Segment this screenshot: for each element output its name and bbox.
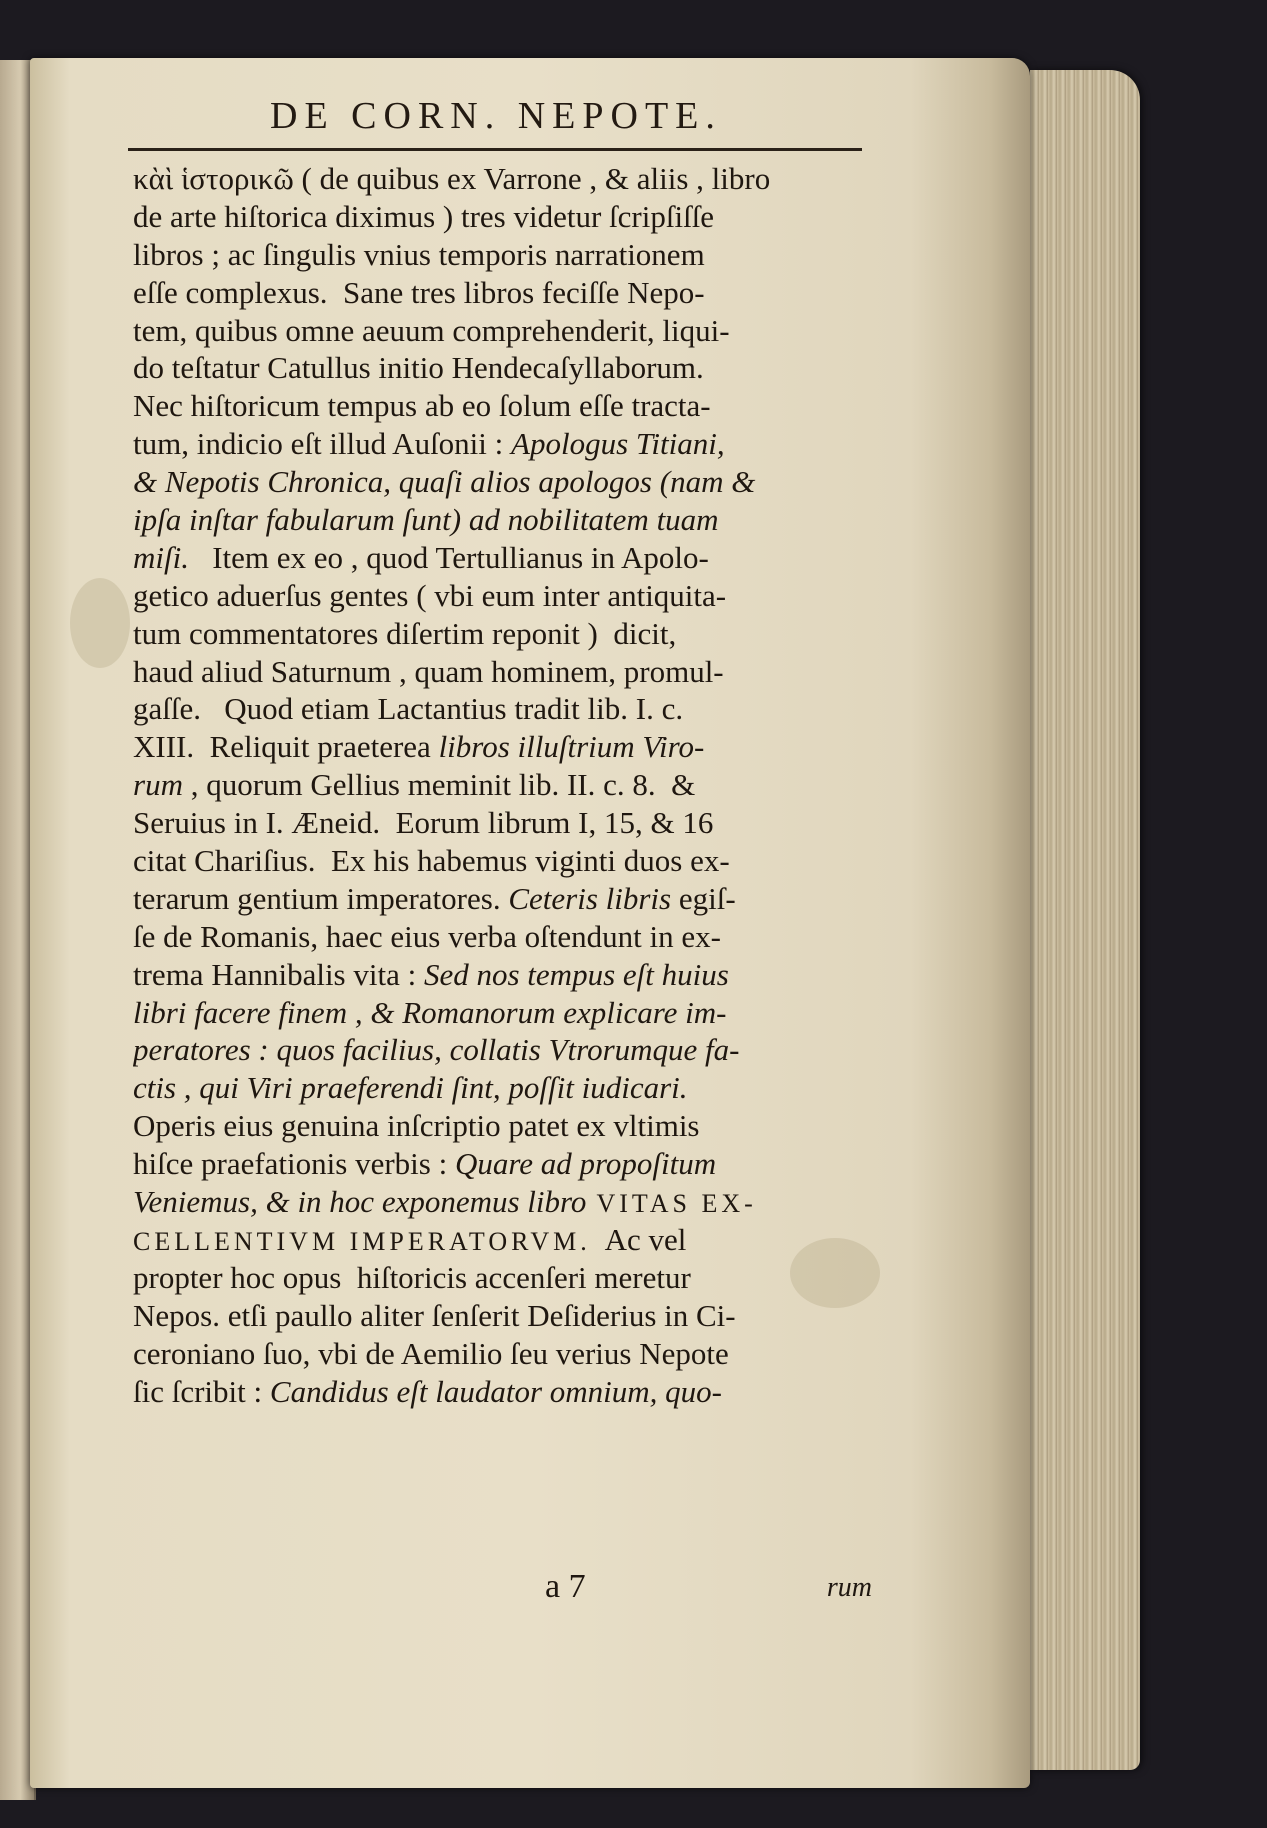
text-line	[133, 501, 878, 539]
text-line	[133, 236, 878, 274]
text-segment: libri facere finem , & Romanorum explicare im-	[133, 994, 727, 1030]
text-line	[133, 615, 878, 653]
text-segment: citat Chariſius. Ex his habemus viginti duos ex-	[133, 843, 730, 879]
text-line	[133, 1183, 878, 1221]
text-segment: miſi.	[133, 539, 189, 575]
text-segment: , quorum Gellius meminit lib. II. c. 8. &	[182, 767, 696, 803]
text-line	[133, 653, 878, 691]
text-segment: VITAS EX-	[586, 1189, 757, 1219]
text-line	[133, 690, 878, 728]
text-segment: ceroniano ſuo, vbi de Aemilio ſeu verius Nepote	[133, 1335, 729, 1371]
text-segment: Seruius in I. Æneid. Eorum librum I, 15, & 16	[133, 805, 714, 841]
text-segment: eſſe complexus. Sane tres libros feciſſe Nepo-	[133, 274, 705, 310]
text-segment: CELLENTIVM IMPERATORVM.	[133, 1226, 591, 1256]
running-head: DE CORN. NEPOTE.	[270, 95, 722, 137]
text-segment: ipſa inſtar fabularum ſunt) ad nobilitatem tuam	[133, 502, 719, 538]
text-line	[133, 1221, 878, 1259]
text-line	[133, 994, 878, 1032]
text-segment: tum commentatores diſertim reponit ) dicit,	[133, 615, 677, 651]
text-line	[133, 312, 878, 350]
text-segment: trema Hannibalis vita :	[133, 956, 424, 992]
text-segment: Apologus Titiani,	[511, 426, 725, 462]
paper-stain	[70, 578, 130, 668]
text-segment: Item ex eo , quod Tertullianus in Apolo-	[188, 539, 709, 575]
text-segment: tem, quibus omne aeuum comprehenderit, liqui-	[133, 312, 730, 348]
catchword: rum	[826, 1572, 872, 1603]
text-segment: ſe de Romanis, haec eius verba oſtendunt in ex-	[133, 918, 721, 954]
text-segment: Veniemus, & in hoc exponemus libro	[133, 1184, 587, 1220]
text-segment: haud aliud Saturnum , quam hominem, promul-	[133, 653, 724, 689]
text-line	[133, 1069, 878, 1107]
text-segment: XIII. Reliquit praeterea	[133, 729, 439, 765]
text-line	[133, 1373, 878, 1411]
text-segment: rum	[133, 767, 183, 803]
text-line	[133, 539, 878, 577]
text-segment: Nepos. etſi paullo aliter ſenſerit Deſiderius in Ci-	[133, 1297, 736, 1333]
text-line	[133, 1259, 878, 1297]
text-segment: propter hoc opus hiſtoricis accenſeri meretur	[133, 1259, 691, 1295]
text-line	[133, 425, 878, 463]
text-segment: hiſce praefationis verbis :	[133, 1146, 455, 1182]
text-line	[133, 766, 878, 804]
text-line	[133, 160, 878, 198]
text-segment: do teſtatur Catullus initio Hendecaſyllaborum.	[133, 350, 704, 386]
text-line	[133, 349, 878, 387]
text-segment: κὰὶ ἱστορικῶ ( de quibus ex Varrone , & aliis , libro	[133, 161, 771, 196]
text-segment: Ceteris libris	[508, 880, 672, 916]
text-line	[133, 842, 878, 880]
signature-mark: a 7	[545, 1568, 586, 1605]
text-line	[133, 577, 878, 615]
text-segment: libros illuſtrium Viro-	[438, 729, 705, 765]
text-line	[133, 804, 878, 842]
text-segment: Candidus eſt laudator omnium, quo-	[269, 1373, 722, 1409]
text-segment: Nec hiſtoricum tempus ab eo ſolum eſſe tracta-	[133, 388, 711, 424]
text-segment: terarum gentium imperatores.	[133, 880, 509, 916]
text-segment: gaſſe. Quod etiam Lactantius tradit lib. I. c.	[133, 691, 684, 727]
text-segment: Operis eius genuina inſcriptio patet ex vltimis	[133, 1108, 700, 1144]
text-segment: peratores : quos facilius, collatis Vtrorumque fa-	[133, 1032, 740, 1068]
text-segment: de arte hiſtorica diximus ) tres videtur ſcripſiſſe	[133, 198, 715, 234]
text-line	[133, 956, 878, 994]
text-line	[133, 198, 878, 236]
text-line	[133, 1145, 878, 1183]
header-rule	[128, 148, 862, 151]
text-segment: tum, indicio eſt illud Auſonii :	[133, 426, 512, 462]
text-line	[133, 463, 878, 501]
text-segment: Quare ad propoſitum	[454, 1146, 717, 1182]
body-text	[133, 160, 878, 1410]
text-line	[133, 1335, 878, 1373]
text-segment: libros ; ac ſingulis vnius temporis narrationem	[133, 236, 705, 272]
text-segment: & Nepotis Chronica, quaſi alios apologos (nam &	[133, 464, 756, 500]
text-segment: Sed nos tempus eſt huius	[423, 956, 729, 992]
text-line	[133, 387, 878, 425]
page-fore-edges	[1030, 70, 1140, 1770]
text-segment: ſic ſcribit :	[133, 1373, 270, 1409]
text-segment: getico aduerſus gentes ( vbi eum inter antiquita-	[133, 577, 727, 613]
text-segment: ctis , qui Viri praeferendi ſint, poſſit iudicari.	[133, 1070, 688, 1106]
text-line	[133, 1031, 878, 1069]
text-segment: Ac vel	[590, 1221, 687, 1257]
text-line	[133, 274, 878, 312]
text-line	[133, 1107, 878, 1145]
text-segment: egiſ-	[671, 880, 736, 916]
text-line	[133, 1297, 878, 1335]
page-footer	[133, 1568, 878, 1608]
text-line	[133, 880, 878, 918]
text-line	[133, 728, 878, 766]
text-line	[133, 918, 878, 956]
